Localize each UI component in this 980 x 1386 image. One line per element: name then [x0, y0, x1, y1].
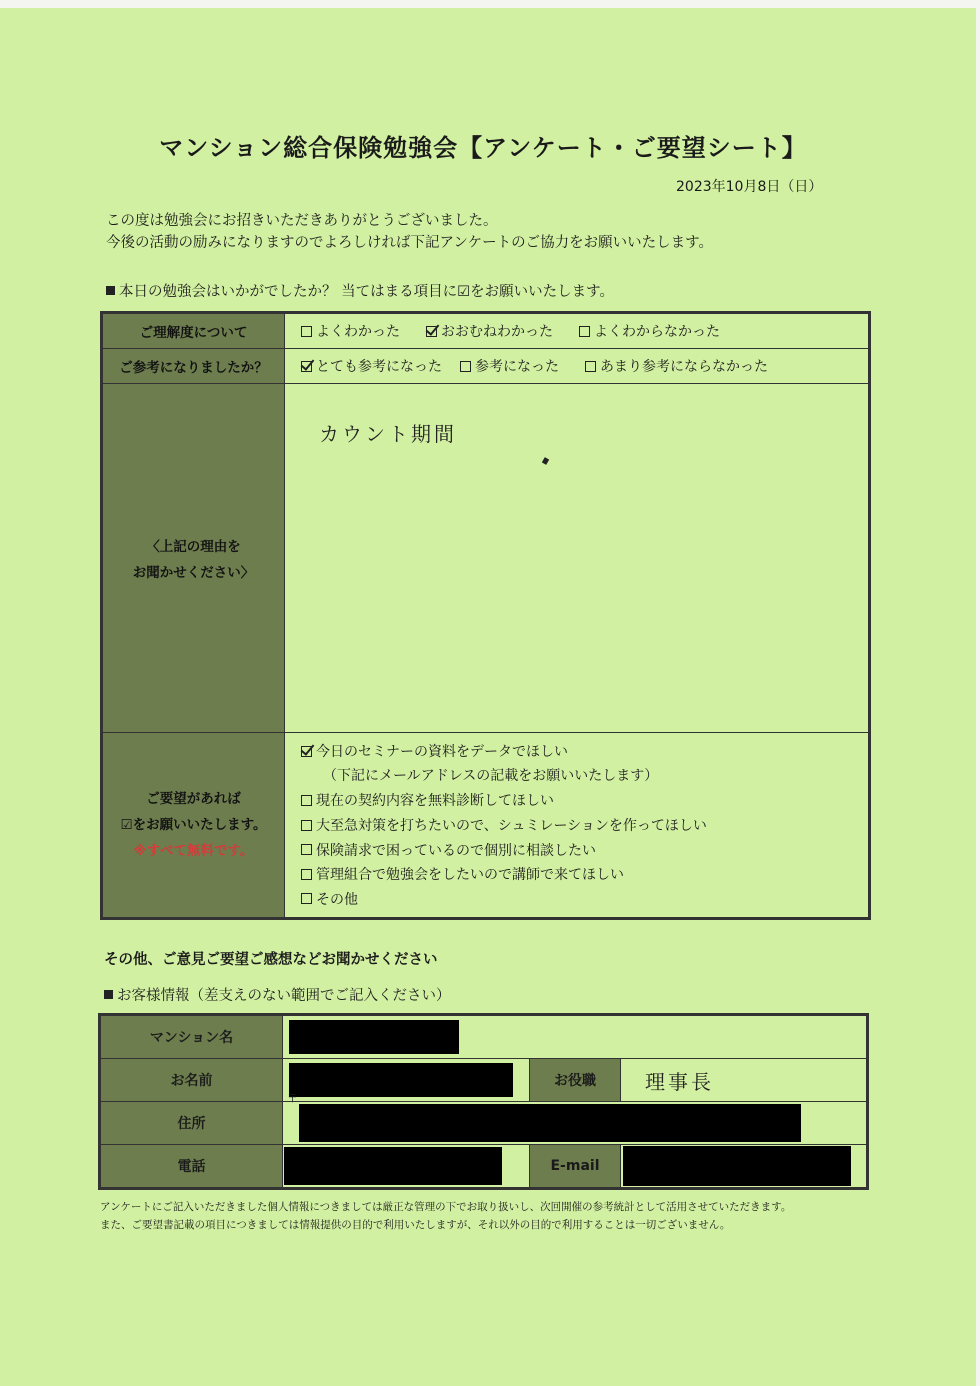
reason-label-line-1: 〈上記の理由を: [146, 539, 241, 555]
checkbox-icon[interactable]: [301, 326, 312, 337]
request-item-4[interactable]: [301, 837, 868, 862]
mansion-label: マンション名: [100, 1015, 283, 1059]
request-label: 大至急対策を打ちたいので、シュミレーションを作ってほしい: [316, 818, 707, 835]
understanding-row: [102, 313, 870, 349]
name-row: [100, 1059, 868, 1102]
requests-label-line-2: ☑をお願いいたします。: [120, 817, 267, 834]
redacted-block: [623, 1146, 851, 1186]
checkbox-icon[interactable]: [460, 361, 471, 372]
redacted-block: [289, 1063, 513, 1097]
email-label: E-mail: [530, 1145, 621, 1189]
reason-label: [102, 384, 285, 733]
reference-option-2[interactable]: [460, 356, 559, 376]
redacted-block: [299, 1104, 801, 1142]
reason-answer-field[interactable]: [285, 384, 870, 733]
ink-mark: [542, 457, 549, 465]
request-label: 今日のセミナーの資料をデータでほしい: [316, 744, 568, 761]
checked-checkbox-icon[interactable]: [301, 746, 312, 757]
requests-row: [102, 733, 870, 919]
request-item-6[interactable]: [301, 887, 868, 912]
requests-options: [285, 733, 870, 919]
request-item-3[interactable]: [301, 813, 868, 838]
privacy-line-1: アンケートにご記入いただきました個人情報につきましては厳正な管理の下でお取り扱いし、次回開催の参考統計として活用させていただきます。: [100, 1201, 792, 1213]
requests-label-line-1: ご要望があれば: [146, 791, 241, 808]
checkbox-icon[interactable]: [585, 361, 596, 372]
question-heading-text: 本日の勉強会はいかがでしたか？ 当てはまる項目に☑をお願いいたします。: [119, 284, 614, 300]
checked-checkbox-icon[interactable]: [301, 361, 312, 372]
event-date: 2023年10月8日（日）: [676, 179, 823, 195]
reference-options: [285, 349, 870, 384]
request-label: 保険請求で困っているので個別に相談したい: [316, 842, 596, 859]
request-item-1[interactable]: [301, 739, 868, 764]
reference-label: ご参考になりましたか？: [102, 349, 285, 384]
reference-option-3[interactable]: [585, 356, 768, 376]
page-title: マンション総合保険勉強会【アンケート・ご要望シート】: [159, 134, 807, 162]
checked-checkbox-icon[interactable]: [426, 326, 437, 337]
request-sub-note: （下記にメールアドレスの記載をお願いいたします）: [323, 767, 659, 784]
square-bullet-icon: [104, 990, 113, 999]
scan-edge-top: [0, 0, 980, 8]
privacy-notice: [100, 1198, 791, 1234]
customer-info-table: [98, 1013, 869, 1190]
role-field[interactable]: [621, 1059, 868, 1102]
checkbox-icon[interactable]: [301, 795, 312, 806]
understanding-option-3[interactable]: [579, 321, 720, 341]
scan-edge-right: [976, 0, 980, 1386]
understanding-options: [285, 313, 870, 349]
phone-field[interactable]: [283, 1145, 530, 1189]
name-label: お名前: [100, 1059, 283, 1102]
intro-line-1: この度は勉強会にお招きいただきありがとうございました。: [106, 213, 498, 229]
option-label: とても参考になった: [316, 359, 442, 375]
privacy-line-2: また、ご要望書記載の項目につきましては情報提供の目的で利用いたしますが、それ以外の目的で利用することは一切ございません。: [100, 1219, 731, 1231]
reason-row: [102, 384, 870, 733]
square-bullet-icon: [106, 286, 115, 295]
postal-mark: 〒: [287, 1092, 298, 1105]
address-row: [100, 1102, 868, 1145]
comments-heading: その他、ご意見ご要望ご感想などお聞かせください: [104, 952, 438, 968]
understanding-option-1[interactable]: [301, 321, 400, 341]
survey-table: [100, 311, 871, 920]
redacted-block: [289, 1020, 459, 1054]
reference-row: [102, 349, 870, 384]
understanding-label: ご理解度について: [102, 313, 285, 349]
option-label: おおむねわかった: [441, 324, 553, 340]
role-label: お役職: [530, 1059, 621, 1102]
requests-label: [102, 733, 285, 919]
checkbox-icon[interactable]: [301, 844, 312, 855]
address-label: 住所: [100, 1102, 283, 1145]
redacted-block: [284, 1147, 502, 1185]
reference-option-1[interactable]: [301, 356, 442, 376]
customer-heading: [104, 984, 451, 1005]
phone-label: 電話: [100, 1145, 283, 1189]
request-item-2[interactable]: [301, 788, 868, 813]
handwritten-role: 理事長: [645, 1069, 714, 1094]
address-field[interactable]: [283, 1092, 868, 1145]
request-label: その他: [316, 891, 358, 908]
reason-label-line-2: お聞かせください〉: [132, 565, 255, 581]
free-note: ※すべて無料です。: [133, 843, 254, 860]
checkbox-icon[interactable]: [301, 820, 312, 831]
question-heading: [106, 280, 614, 301]
handwritten-reason: カウント期間: [319, 422, 457, 446]
understanding-option-2[interactable]: [426, 321, 553, 341]
option-label: あまり参考にならなかった: [600, 359, 768, 375]
option-label: 参考になった: [475, 359, 559, 375]
name-field[interactable]: [283, 1059, 530, 1102]
request-label: 管理組合で勉強会をしたいので講師で来てほしい: [316, 867, 624, 884]
intro-text: [106, 210, 713, 254]
request-label: 現在の契約内容を無料診断してほしい: [316, 793, 554, 810]
checkbox-icon[interactable]: [301, 893, 312, 904]
intro-line-2: 今後の活動の励みになりますのでよろしければ下記アンケートのご協力をお願いいたします。: [106, 235, 713, 251]
request-item-5[interactable]: [301, 862, 868, 887]
checkbox-icon[interactable]: [301, 869, 312, 880]
mansion-row: [100, 1015, 868, 1059]
email-field[interactable]: [621, 1145, 868, 1189]
option-label: よくわかった: [316, 324, 400, 340]
customer-heading-text: お客様情報（差支えのない範囲でご記入ください）: [117, 988, 451, 1004]
mansion-field[interactable]: [283, 1015, 868, 1059]
phone-row: [100, 1145, 868, 1189]
checkbox-icon[interactable]: [579, 326, 590, 337]
option-label: よくわからなかった: [594, 324, 720, 340]
